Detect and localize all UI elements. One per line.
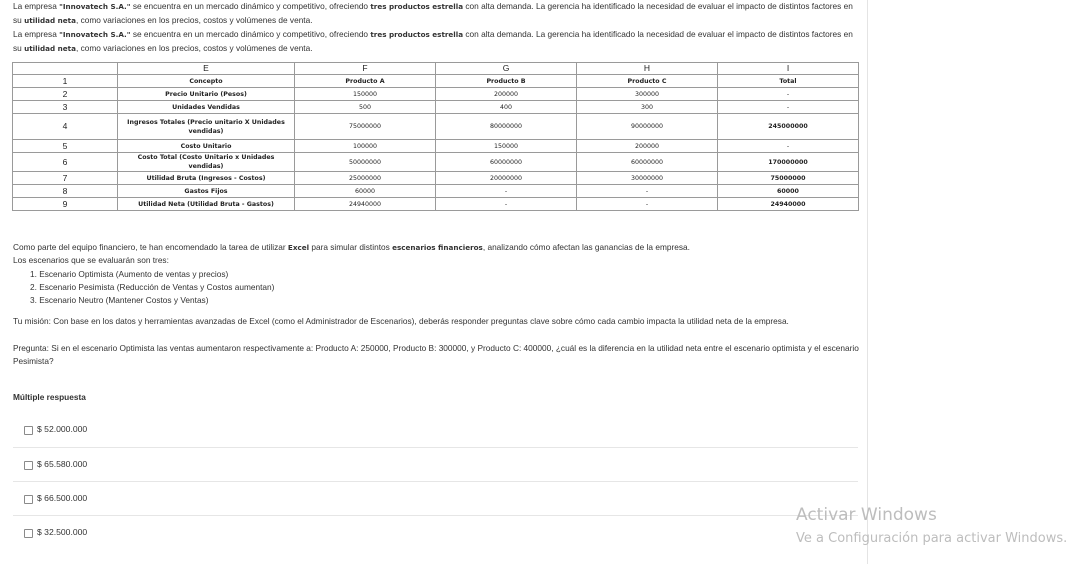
row-number: 3: [13, 101, 118, 114]
checkbox[interactable]: [24, 495, 33, 504]
table-row: [13, 153, 859, 172]
table-row: [13, 88, 859, 101]
row-label: Utilidad Bruta (Ingresos - Costos): [118, 172, 295, 185]
cell-product-a: Producto A: [295, 75, 436, 88]
row-label: Utilidad Neta (Utilidad Bruta - Gastos): [118, 198, 295, 211]
checkbox[interactable]: [24, 426, 33, 435]
checkbox[interactable]: [24, 461, 33, 470]
option-label: $ 52.000.000: [37, 424, 88, 434]
cell-product-c: -: [577, 185, 718, 198]
row-number: 1: [13, 75, 118, 88]
activation-watermark-subtitle: Ve a Configuración para activar Windows.: [796, 531, 1067, 546]
option-label: $ 32.500.000: [37, 527, 88, 537]
cell-product-c: 30000000: [577, 172, 718, 185]
question-text: Pregunta: Si en el escenario Optimista las ventas aumentaron respectivamente a: Producto A: 250000, Producto B: 300000, y Producto C: 400000, ¿cuál es la diferencia en la utilidad neta entre el escenario optimista y el escenario Pesimista?: [13, 343, 859, 366]
cell-product-b: -: [436, 198, 577, 211]
cell-product-a: 50000000: [295, 153, 436, 172]
column-header: F: [295, 63, 436, 75]
cell-total: 170000000: [718, 153, 859, 172]
spreadsheet-table: [12, 62, 859, 211]
scenarios-list: [30, 268, 274, 307]
cell-total: Total: [718, 75, 859, 88]
column-header-row: [13, 63, 859, 75]
cell-total: 75000000: [718, 172, 859, 185]
checkbox[interactable]: [24, 529, 33, 538]
row-number: 4: [13, 114, 118, 140]
cell-product-c: 300000: [577, 88, 718, 101]
cell-product-a: 75000000: [295, 114, 436, 140]
answer-option[interactable]: [13, 413, 858, 447]
cell-product-b: 150000: [436, 140, 577, 153]
row-number: 9: [13, 198, 118, 211]
row-number: 7: [13, 172, 118, 185]
cell-total: -: [718, 140, 859, 153]
row-label: Unidades Vendidas: [118, 101, 295, 114]
list-item: 1. Escenario Optimista (Aumento de ventas y precios): [30, 269, 229, 279]
table-row: [13, 101, 859, 114]
cell-product-c: Producto C: [577, 75, 718, 88]
corner-cell: [13, 63, 118, 75]
cell-product-a: 500: [295, 101, 436, 114]
table-row: [13, 172, 859, 185]
row-label: Concepto: [118, 75, 295, 88]
cell-product-b: 400: [436, 101, 577, 114]
content-panel-border: [867, 0, 868, 564]
list-item: 2. Escenario Pesimista (Reducción de Ventas y Costos aumentan): [30, 282, 275, 292]
column-header: H: [577, 63, 718, 75]
option-label: $ 66.500.000: [37, 493, 88, 503]
cell-product-c: 200000: [577, 140, 718, 153]
intro-paragraph: La empresa "Innovatech S.A." se encuentra en un mercado dinámico y competitivo, ofreciendo tres productos estrella con alta demanda. La gerencia ha identificado la necesidad de evaluar el impacto de distintos factores en su utilidad neta, como variaciones en los precios, costos y volúmenes de venta.: [13, 1, 853, 25]
table-row: [13, 140, 859, 153]
cell-total: 60000: [718, 185, 859, 198]
cell-product-b: Producto B: [436, 75, 577, 88]
activation-watermark-title: Activar Windows: [796, 505, 937, 525]
answer-option[interactable]: [13, 516, 858, 550]
cell-product-a: 25000000: [295, 172, 436, 185]
intro-paragraph-repeat: La empresa "Innovatech S.A." se encuentra en un mercado dinámico y competitivo, ofreciendo tres productos estrella con alta demanda. La gerencia ha identificado la necesidad de evaluar el impacto de distintos factores en su utilidad neta, como variaciones en los precios, costos y volúmenes de venta.: [13, 29, 853, 53]
cell-total: 24940000: [718, 198, 859, 211]
table-row: [13, 114, 859, 140]
cell-total: -: [718, 88, 859, 101]
cell-product-a: 150000: [295, 88, 436, 101]
column-header: I: [718, 63, 859, 75]
cell-product-b: 200000: [436, 88, 577, 101]
row-number: 6: [13, 153, 118, 172]
table-row: [13, 185, 859, 198]
cell-product-b: 80000000: [436, 114, 577, 140]
cell-product-b: -: [436, 185, 577, 198]
list-item: 3. Escenario Neutro (Mantener Costos y Ventas): [30, 295, 209, 305]
row-label: Precio Unitario (Pesos): [118, 88, 295, 101]
row-label: Costo Unitario: [118, 140, 295, 153]
cell-product-a: 24940000: [295, 198, 436, 211]
row-label: Ingresos Totales (Precio unitario X Unidades vendidas): [118, 114, 295, 140]
column-header: E: [118, 63, 295, 75]
cell-product-c: -: [577, 198, 718, 211]
answer-type-label: Múltiple respuesta: [13, 392, 86, 402]
cell-product-c: 300: [577, 101, 718, 114]
row-number: 2: [13, 88, 118, 101]
row-number: 5: [13, 140, 118, 153]
context-paragraph: Como parte del equipo financiero, te han encomendado la tarea de utilizar Excel para simular distintos escenarios financieros, analizando cómo afectan las ganancias de la empresa.: [13, 242, 690, 252]
mission-text: Tu misión: Con base en los datos y herramientas avanzadas de Excel (como el Administrador de Escenarios), deberás responder preguntas clave sobre cómo cada cambio impacta la utilidad neta de la empresa.: [13, 316, 789, 326]
table-row: [13, 198, 859, 211]
answer-option[interactable]: [13, 448, 858, 482]
cell-total: 245000000: [718, 114, 859, 140]
cell-product-c: 90000000: [577, 114, 718, 140]
cell-total: -: [718, 101, 859, 114]
answer-option[interactable]: [13, 482, 858, 516]
cell-product-b: 60000000: [436, 153, 577, 172]
cell-product-b: 20000000: [436, 172, 577, 185]
scenarios-lead: Los escenarios que se evaluarán son tres:: [13, 255, 169, 265]
table-row: [13, 75, 859, 88]
row-label: Gastos Fijos: [118, 185, 295, 198]
row-label: Costo Total (Costo Unitario x Unidades vendidas): [118, 153, 295, 172]
column-header: G: [436, 63, 577, 75]
cell-product-c: 60000000: [577, 153, 718, 172]
row-number: 8: [13, 185, 118, 198]
cell-product-a: 60000: [295, 185, 436, 198]
cell-product-a: 100000: [295, 140, 436, 153]
option-label: $ 65.580.000: [37, 459, 88, 469]
